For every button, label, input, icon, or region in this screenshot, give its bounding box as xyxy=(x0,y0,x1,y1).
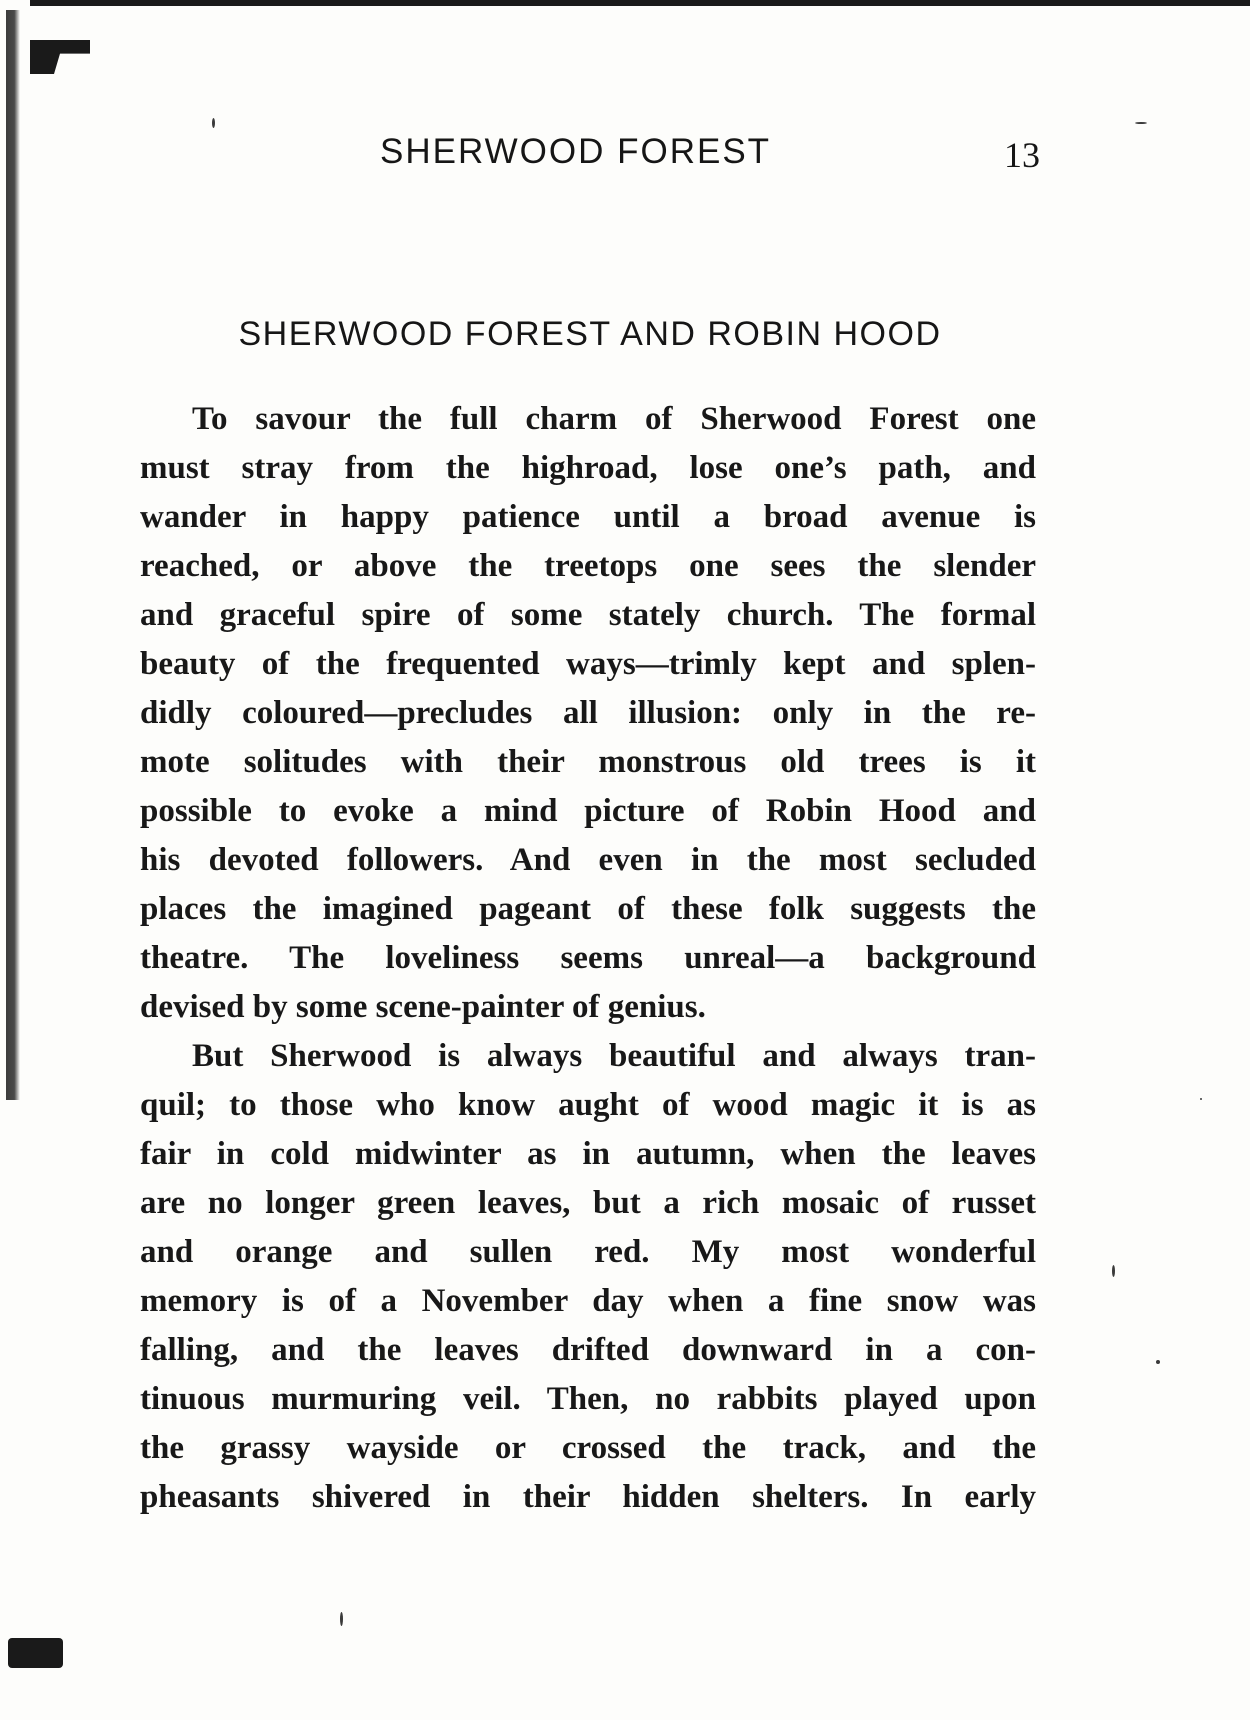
scan-binding-shadow xyxy=(6,10,20,1100)
paragraph-1-line: places the imagined pageant of these folk suggests the xyxy=(140,891,1036,927)
scan-speck xyxy=(212,118,215,128)
paragraph-2-line: fair in cold midwinter as in autumn, when the leaves xyxy=(140,1136,1036,1172)
scan-speck xyxy=(1156,1360,1160,1364)
binding-mark-bottom xyxy=(8,1638,63,1668)
paragraph-1-line: To savour the full charm of Sherwood Forest one xyxy=(192,401,1036,437)
paragraph-1-line: mote solitudes with their monstrous old trees is it xyxy=(140,744,1036,780)
paragraph-1-line: and graceful spire of some stately church. The formal xyxy=(140,597,1036,633)
paragraph-2-line: and orange and sullen red. My most wonderful xyxy=(140,1234,1036,1270)
binding-mark-top xyxy=(30,40,90,74)
paragraph-1-line: his devoted followers. And even in the most secluded xyxy=(140,842,1036,878)
paragraph-2-line: But Sherwood is always beautiful and always tran- xyxy=(192,1038,1036,1074)
paragraph-2-line: tinuous murmuring veil. Then, no rabbits played upon xyxy=(140,1381,1036,1417)
chapter-title: SHERWOOD FOREST AND ROBIN HOOD xyxy=(238,315,942,353)
paragraph-1-line: wander in happy patience until a broad avenue is xyxy=(140,499,1036,535)
scan-top-edge xyxy=(30,0,1250,6)
paragraph-2-line: falling, and the leaves drifted downward in a con- xyxy=(140,1332,1036,1368)
paragraph-1-line: possible to evoke a mind picture of Robin Hood and xyxy=(140,793,1036,829)
paragraph-1-line: theatre. The loveliness seems unreal—a background xyxy=(140,940,1036,976)
paragraph-1-line: reached, or above the treetops one sees the slender xyxy=(140,548,1036,584)
paragraph-1-line: must stray from the highroad, lose one’s path, and xyxy=(140,450,1036,486)
paragraph-2-line: are no longer green leaves, but a rich mosaic of russet xyxy=(140,1185,1036,1221)
body-text xyxy=(140,395,1036,1522)
scan-speck xyxy=(1135,122,1147,124)
paragraph-1-line: didly coloured—precludes all illusion: only in the re- xyxy=(140,695,1036,731)
scan-speck xyxy=(340,1612,343,1626)
running-head-title: SHERWOOD FOREST xyxy=(380,132,772,171)
scan-speck xyxy=(1200,1098,1202,1100)
paragraph-1-line: devised by some scene-painter of genius. xyxy=(140,989,706,1025)
page-number: 13 xyxy=(1004,135,1040,175)
running-head xyxy=(140,132,1040,182)
scan-speck xyxy=(1112,1265,1115,1277)
paragraph-2-line: the grassy wayside or crossed the track, and the xyxy=(140,1430,1036,1466)
paragraph-1-line: beauty of the frequented ways—trimly kept and splen- xyxy=(140,646,1036,682)
paragraph-2-line: quil; to those who know aught of wood magic it is as xyxy=(140,1087,1036,1123)
paragraph-2-line: pheasants shivered in their hidden shelters. In early xyxy=(140,1479,1036,1515)
paragraph-2-line: memory is of a November day when a fine snow was xyxy=(140,1283,1036,1319)
